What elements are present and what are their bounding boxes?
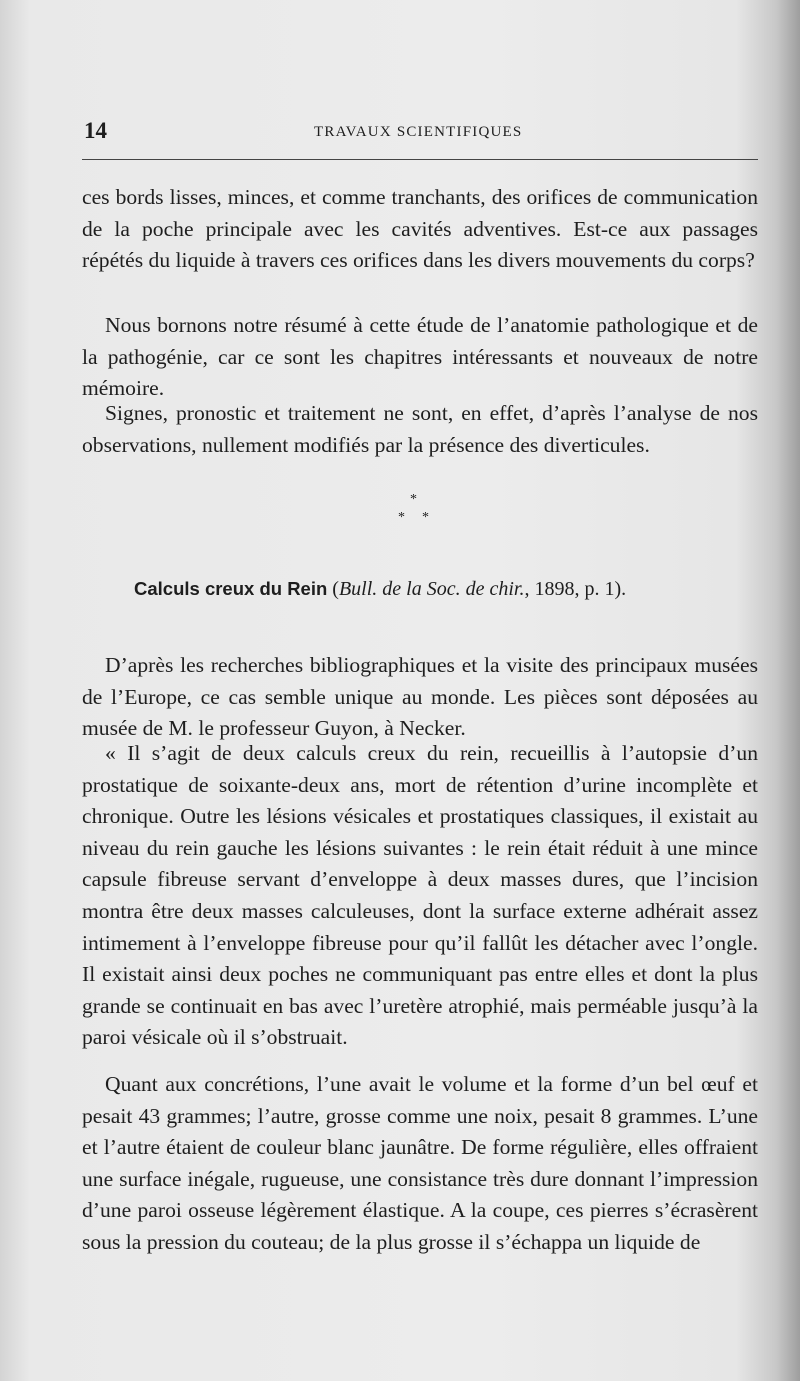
asterism-star: * xyxy=(410,492,417,507)
page-header xyxy=(80,118,760,148)
section-source-details: , 1898, p. 1). xyxy=(524,578,627,600)
asterism-separator xyxy=(398,492,438,532)
section-heading xyxy=(134,578,754,601)
header-rule xyxy=(82,159,758,160)
paragraph-case-description: « Il s’agit de deux calculs creux du rein, recueillis à l’autopsie d’un prostatique de soixante-deux ans, mort de rétention d’urine incomplète et chronique. Outre les lésions vésicales et prostatiques classiques, il existait au niveau du rein gauche les lésions suivantes : le rein était réduit à une mince capsule fibreuse servant d’enveloppe à deux masses dures, que l’incision montra être deux masses calculeuses, dont la surface externe adhérait assez intimement à l’enveloppe fibreuse pour qu’il fallût les détacher avec l’ongle. Il existait ainsi deux poches ne communiquant pas entre elles et dont la plus grande se continuait en bas avec l’uretère atrophié, mais perméable jusqu’à la paroi vésicale où il s’obstruait. xyxy=(82,741,758,1050)
page-number: 14 xyxy=(84,118,107,143)
section-source-journal: Bull. de la Soc. de chir. xyxy=(338,578,525,600)
asterism-star: * xyxy=(398,510,405,525)
paragraph-continued: ces bords lisses, minces, et comme tranchants, des orifices de communication de la poche principale avec les cavités adventives. Est-ce aux passages répétés du liquide à travers ces orifices dans les divers mouvements du corps? xyxy=(82,185,758,273)
paragraph-bibliography: D’après les recherches bibliographiques et la visite des principaux musées de l’Europe, ce cas semble unique au monde. Les pièces sont déposées au musée de M. le professeur Guyon, à Necker. xyxy=(82,653,758,741)
paragraph-signs: Signes, pronostic et traitement ne sont, en effet, d’après l’analyse de nos observations, nullement modifiés par la présence des diverticules. xyxy=(82,401,758,457)
paragraph-concretions: Quant aux concrétions, l’une avait le volume et la forme d’un bel œuf et pesait 43 grammes; l’autre, grosse comme une noix, pesait 8 grammes. L’une et l’autre étaient de couleur blanc jaunâtre. De forme régulière, elles offraient une surface inégale, rugueuse, une consistance très dure donnant l’impression d’une paroi osseuse légèrement élastique. A la coupe, ces pierres s’écrasèrent sous la pression du couteau; de la plus grosse il s’échappa un liquide de xyxy=(82,1072,758,1254)
running-title: TRAVAUX SCIENTIFIQUES xyxy=(314,124,523,140)
section-title: Calculs creux du Rein xyxy=(134,578,328,599)
section-open-paren: ( xyxy=(327,578,339,600)
paragraph-summary: Nous bornons notre résumé à cette étude de l’anatomie pathologique et de la pathogénie, car ce sont les chapitres intéressants et nouveaux de notre mémoire. xyxy=(82,313,758,401)
asterism-star: * xyxy=(422,510,429,525)
